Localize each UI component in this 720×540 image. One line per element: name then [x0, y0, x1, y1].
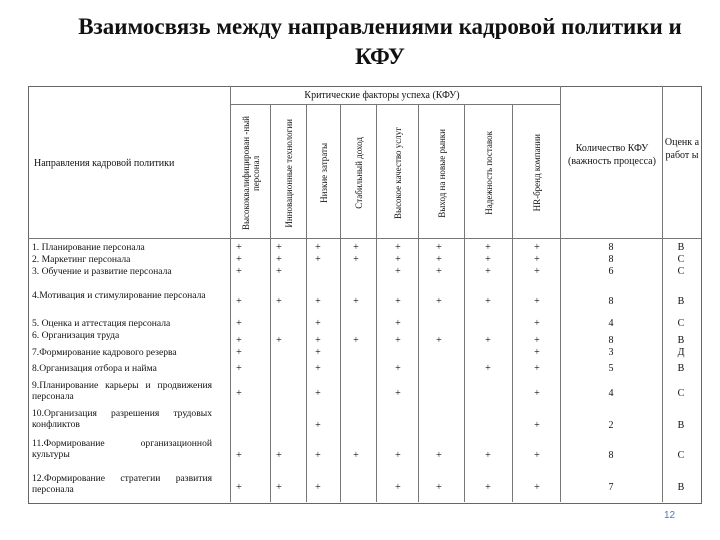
factor-mark: +	[276, 266, 282, 277]
factor-mark: +	[534, 347, 540, 358]
factor-header: HR-бренд компании	[531, 134, 542, 212]
slide-title-line2: КФУ	[355, 44, 405, 69]
row-count: 4	[608, 318, 614, 329]
row-count: 2	[608, 420, 614, 431]
factor-mark: +	[534, 420, 540, 431]
col-divider-count	[560, 86, 561, 502]
slide-title	[40, 12, 720, 72]
factor-mark: +	[276, 450, 282, 461]
criteria-title: Критические факторы успеха (КФУ)	[304, 90, 460, 101]
row-grade: С	[677, 450, 685, 461]
page-number: 12	[664, 510, 676, 521]
factor-mark: +	[276, 242, 282, 253]
factor-mark: +	[236, 363, 242, 374]
factor-mark: +	[534, 318, 540, 329]
table-row-direction: 5. Оценка и аттестация персонала	[32, 318, 171, 329]
table-row-direction: 6. Организация труда	[32, 330, 120, 341]
estimate-header: Оценк а работ ы	[664, 137, 700, 161]
row-grade: Д	[677, 347, 685, 358]
row-count: 8	[608, 254, 614, 265]
table-row-direction: 7.Формирование кадрового резерва	[32, 347, 177, 358]
factor-mark: +	[236, 266, 242, 277]
header-divider-bottom	[28, 238, 701, 239]
factor-mark: +	[276, 296, 282, 307]
factor-mark: +	[395, 363, 401, 374]
factor-header: Надежность поставок	[483, 131, 494, 215]
factor-mark: +	[485, 482, 491, 493]
table-row-direction: 2. Маркетинг персонала	[32, 254, 131, 265]
factor-mark: +	[534, 266, 540, 277]
factor-mark: +	[353, 296, 359, 307]
factor-mark: +	[485, 450, 491, 461]
table-row-direction: 1. Планирование персонала	[32, 242, 145, 253]
factor-mark: +	[315, 254, 321, 265]
factor-mark: +	[534, 388, 540, 399]
row-grade: В	[677, 296, 685, 307]
table-row-direction: 3. Обучение и развитие персонала	[32, 266, 172, 277]
row-grade: В	[677, 482, 685, 493]
factor-mark: +	[236, 318, 242, 329]
factor-mark: +	[534, 242, 540, 253]
factor-mark: +	[436, 254, 442, 265]
factor-mark: +	[353, 335, 359, 346]
factor-mark: +	[395, 318, 401, 329]
factor-mark: +	[236, 242, 242, 253]
factor-mark: +	[395, 482, 401, 493]
factor-mark: +	[534, 450, 540, 461]
factor-mark: +	[315, 335, 321, 346]
factor-mark: +	[534, 335, 540, 346]
factor-mark: +	[485, 242, 491, 253]
factor-mark: +	[395, 296, 401, 307]
row-count: 8	[608, 335, 614, 346]
factor-mark: +	[395, 254, 401, 265]
table-row-direction: 9.Планирование карьеры и продвижения персонала	[32, 380, 212, 402]
table-row-direction: 12.Формирование стратегии развития персонала	[32, 473, 212, 495]
factor-mark: +	[315, 420, 321, 431]
factor-mark: +	[485, 335, 491, 346]
table-row-direction: 8.Организация отбора и найма	[32, 363, 157, 374]
row-grade: В	[677, 242, 685, 253]
factor-mark: +	[395, 242, 401, 253]
factor-mark: +	[315, 242, 321, 253]
factor-mark: +	[315, 363, 321, 374]
row-count: 3	[608, 347, 614, 358]
slide-title-line1: Взаимосвязь между направлениями кадровой политики и	[78, 14, 682, 39]
factor-mark: +	[276, 482, 282, 493]
factor-mark: +	[534, 254, 540, 265]
factor-header: Инновационные технологии	[283, 118, 294, 228]
row-grade: С	[677, 318, 685, 329]
row-grade: С	[677, 254, 685, 265]
factor-mark: +	[315, 450, 321, 461]
col-divider-estimate	[662, 86, 663, 502]
factor-mark: +	[534, 482, 540, 493]
factor-header: Высококвалифицирован -ный персонал	[240, 116, 261, 230]
row-count: 8	[608, 242, 614, 253]
factor-mark: +	[236, 254, 242, 265]
factor-mark: +	[353, 242, 359, 253]
factor-mark: +	[353, 450, 359, 461]
factor-header: Стабильный доход	[353, 137, 364, 209]
table-row-direction: 11.Формирование организационной культуры	[32, 438, 212, 460]
factor-mark: +	[315, 388, 321, 399]
header-divider-top	[230, 104, 560, 105]
row-grade: В	[677, 420, 685, 431]
factor-mark: +	[395, 266, 401, 277]
row-count: 8	[608, 296, 614, 307]
factor-header: Низкие затраты	[318, 143, 329, 203]
row-grade: В	[677, 335, 685, 346]
factor-mark: +	[353, 254, 359, 265]
factor-mark: +	[436, 296, 442, 307]
row-count: 5	[608, 363, 614, 374]
row-count: 4	[608, 388, 614, 399]
factor-mark: +	[236, 482, 242, 493]
row-grade: С	[677, 266, 685, 277]
row-count: 8	[608, 450, 614, 461]
factor-mark: +	[315, 296, 321, 307]
factor-mark: +	[315, 318, 321, 329]
factor-mark: +	[436, 450, 442, 461]
factor-mark: +	[485, 254, 491, 265]
row-count: 7	[608, 482, 614, 493]
factor-mark: +	[485, 266, 491, 277]
factor-mark: +	[436, 482, 442, 493]
factor-mark: +	[236, 347, 242, 358]
factor-header: Выход на новые рынки	[436, 128, 447, 218]
factor-mark: +	[436, 266, 442, 277]
factor-mark: +	[236, 388, 242, 399]
factor-mark: +	[276, 335, 282, 346]
factor-mark: +	[485, 363, 491, 374]
factor-mark: +	[236, 335, 242, 346]
factor-mark: +	[485, 296, 491, 307]
factor-mark: +	[395, 388, 401, 399]
factor-mark: +	[436, 335, 442, 346]
table-row-direction: 10.Организация разрешения трудовых конфликтов	[32, 408, 212, 430]
row-count: 6	[608, 266, 614, 277]
factor-mark: +	[436, 242, 442, 253]
directions-header: Направления кадровой политики	[34, 158, 175, 169]
factor-mark: +	[534, 363, 540, 374]
factor-mark: +	[315, 347, 321, 358]
factor-mark: +	[395, 335, 401, 346]
factor-mark: +	[534, 296, 540, 307]
count-header: Количество КФУ (важность процесса)	[568, 143, 656, 167]
row-grade: С	[677, 388, 685, 399]
factor-header: Высокое качество услуг	[392, 127, 403, 219]
factor-mark: +	[315, 482, 321, 493]
table-row-direction: 4.Мотивация и стимулирование персонала	[32, 290, 206, 301]
factor-mark: +	[276, 254, 282, 265]
factor-mark: +	[236, 450, 242, 461]
factor-mark: +	[236, 296, 242, 307]
factor-mark: +	[395, 450, 401, 461]
row-grade: В	[677, 363, 685, 374]
